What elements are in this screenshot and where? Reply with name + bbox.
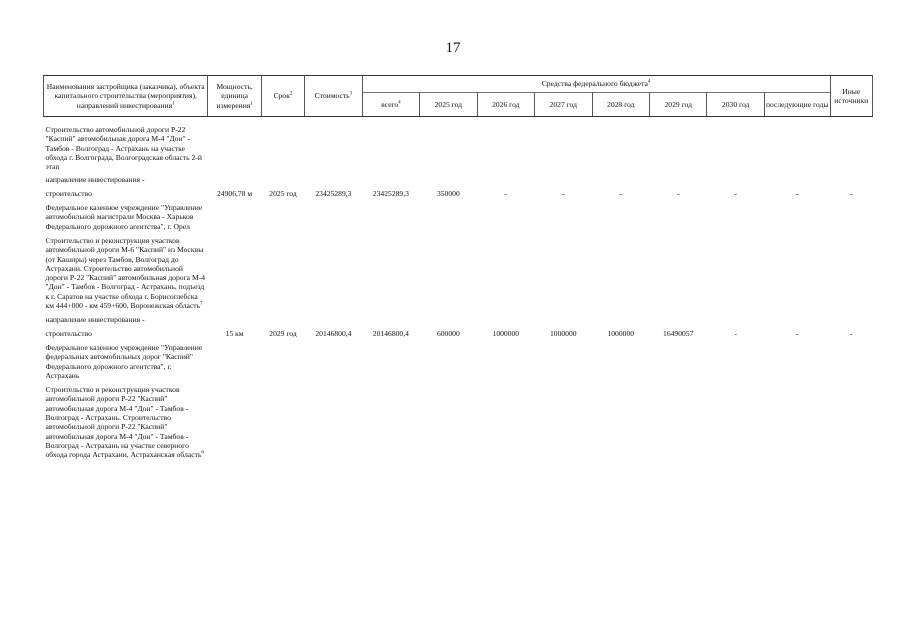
y2030-cell: - — [734, 328, 737, 338]
cost-cell: 20146800,4 — [315, 328, 352, 338]
y2030-cell: - — [734, 188, 737, 198]
cost-cell: 23425289,3 — [315, 188, 352, 198]
header-2027: 2027 год — [535, 93, 592, 117]
header-name: Наименования застройщика (заказчика), объекта капитального строительства (мероприятия), направлений инвестирования$^1$ — [44, 76, 208, 117]
row-label: строительство — [45, 188, 92, 198]
header-later-years: последующие годы — [764, 93, 830, 117]
y2027-cell: 1000000 — [549, 328, 577, 338]
page-number: 17 — [445, 40, 461, 56]
y2025-cell: 350000 — [436, 188, 460, 198]
header-2025: 2025 год — [420, 93, 477, 117]
y2025-cell: 600000 — [436, 328, 460, 338]
other-cell: - — [849, 188, 853, 198]
direction-label-2: направление инвестирования - — [45, 315, 145, 325]
organization-2: Федеральное казенное учреждение "Управление федеральных автомобильных дорог "Каспий" Федерального дорожного агентства", г. Астрахань — [45, 342, 203, 380]
capacity-cell: 24906,78 м — [217, 188, 253, 198]
investment-table — [43, 75, 873, 460]
header-2029: 2029 год — [649, 93, 706, 117]
object-name-1: Строительство автомобильной дороги Р-22 "Каспий" автомобильная дорога М-4 "Дон" - Тамбов - Волгоград - Астрахань на участке обхода г. Волгограда, Волгоградская область 2-й этап — [45, 125, 202, 172]
direction-label-1: направление инвестирования - — [45, 175, 145, 185]
y2027-cell: - — [562, 188, 565, 198]
header-total: всего$^4$ — [362, 93, 419, 117]
later-cell: - — [795, 328, 799, 338]
table-row — [44, 189, 873, 198]
organization-1: Федеральное казенное учреждение "Управление автомобильной магистрали Москва - Харьков Федерального дорожного агентства", г. Орел — [45, 203, 203, 231]
later-cell: - — [795, 188, 799, 198]
header-cost: Стоимость$^3$ — [305, 76, 362, 117]
term-cell: 2029 год — [269, 328, 297, 338]
header-federal-budget: Средства федерального бюджета$^4$ — [362, 76, 830, 93]
header-2030: 2030 год — [707, 93, 764, 117]
total-cell: 23425289,3 — [372, 188, 409, 198]
other-cell: - — [849, 328, 853, 338]
header-capacity: Мощность, единица измерения$^1$ — [208, 76, 261, 117]
header-2028: 2028 год — [592, 93, 649, 117]
object-name-2: Строительство и реконструкция участков автомобильной дороги М-6 "Каспий" из Москвы (от Каширы) через Тамбов, Волгоград до Астрахани. Строительство автомобильной дороги Р-22 "Каспий" автомобильная дорога М-4 "Дон" - Тамбов - Волгоград - Астрахань, подъезд к г. Саратов на участке обхода г. Борисоглебска км 444+000 - км 459+600, Воронежская область$^7$ — [45, 235, 206, 311]
total-cell: 20146800,4 — [372, 328, 409, 338]
y2028-cell: - — [619, 188, 623, 198]
y2029-cell: - — [676, 188, 680, 198]
y2026-cell: 1000000 — [492, 328, 520, 338]
header-other-sources: Иные источники — [830, 76, 873, 117]
table-row — [44, 329, 873, 338]
y2028-cell: 1000000 — [607, 328, 635, 338]
capacity-cell: 15 км — [225, 328, 244, 338]
object-name-3: Строительство и реконструкция участков автомобильной дороги Р-22 "Каспий" автомобильная дорога М-4 "Дон" - Тамбов - Волгоград - Астрахань. Строительство автомобильной дороги Р-22 "Каспий" автомобильная дорога М-4 "Дон" - Тамбов - Волгоград - Астрахань на участке северного обхода города Астрахани, Астраханская область$^6$ — [45, 385, 204, 460]
header-2026: 2026 год — [477, 93, 534, 117]
row-label: строительство — [45, 328, 92, 338]
header-term: Срок$^2$ — [261, 76, 304, 117]
term-cell: 2025 год — [269, 188, 297, 198]
y2026-cell: - — [504, 188, 508, 198]
y2029-cell: 16490057 — [663, 328, 694, 338]
